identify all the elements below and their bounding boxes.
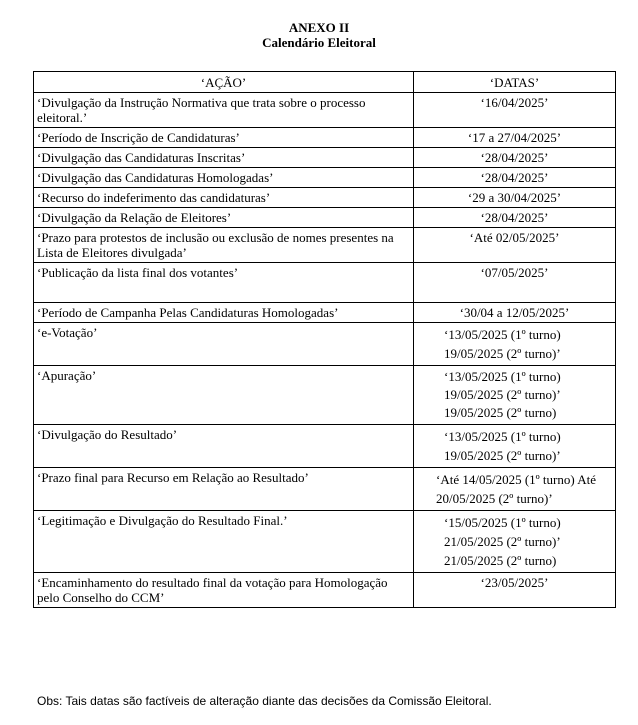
table-row — [34, 511, 616, 573]
datas-cell: ‘17 a 27/04/2025’ — [414, 128, 616, 148]
table-row — [34, 188, 616, 208]
table-row — [34, 263, 616, 303]
datas-cell: ‘30/04 a 12/05/2025’ — [414, 303, 616, 323]
acao-cell: ‘Prazo final para Recurso em Relação ao Resultado’ — [34, 468, 414, 511]
observation-note: Obs: Tais datas são factíveis de alteração diante das decisões da Comissão Eleitoral. — [37, 694, 492, 708]
acao-cell: ‘Período de Inscrição de Candidaturas’ — [34, 128, 414, 148]
datas-cell: ‘16/04/2025’ — [414, 93, 616, 128]
datas-cell: ‘13/05/2025 (1º turno) 19/05/2025 (2º turno)’ — [414, 425, 616, 468]
acao-cell: ‘Encaminhamento do resultado final da votação para Homologação pelo Conselho do CCM’ — [34, 573, 414, 608]
datas-cell: ‘28/04/2025’ — [414, 168, 616, 188]
acao-cell: ‘Legitimação e Divulgação do Resultado Final.’ — [34, 511, 414, 573]
datas-cell: ‘13/05/2025 (1º turno) 19/05/2025 (2º turno)’ — [414, 323, 616, 366]
table-row — [34, 228, 616, 263]
table-row — [34, 573, 616, 608]
table-row — [34, 468, 616, 511]
table-row — [34, 93, 616, 128]
datas-cell: ‘15/05/2025 (1º turno) 21/05/2025 (2º turno)’ 21/05/2025 (2º turno) — [414, 511, 616, 573]
calendar-table — [33, 71, 616, 608]
title-block — [0, 20, 638, 50]
acao-cell: ‘Prazo para protestos de inclusão ou exclusão de nomes presentes na Lista de Eleitores divulgada’ — [34, 228, 414, 263]
datas-cell: ‘29 a 30/04/2025’ — [414, 188, 616, 208]
calendar-subtitle: Calendário Eleitoral — [262, 35, 376, 50]
acao-cell: ‘Apuração’ — [34, 366, 414, 425]
table-row — [34, 128, 616, 148]
table-row — [34, 425, 616, 468]
acao-cell: ‘Publicação da lista final dos votantes’ — [34, 263, 414, 303]
acao-cell: ‘Divulgação da Relação de Eleitores’ — [34, 208, 414, 228]
datas-cell: ‘28/04/2025’ — [414, 208, 616, 228]
datas-cell: ‘13/05/2025 (1º turno) 19/05/2025 (2º turno)’ 19/05/2025 (2º turno) — [414, 366, 616, 425]
annex-title: ANEXO II — [288, 20, 350, 35]
table-row — [34, 303, 616, 323]
acao-cell: ‘e-Votação’ — [34, 323, 414, 366]
datas-cell: ‘07/05/2025’ — [414, 263, 616, 303]
acao-cell: ‘Divulgação das Candidaturas Inscritas’ — [34, 148, 414, 168]
datas-cell: ‘Até 14/05/2025 (1º turno) Até 20/05/2025 (2º turno)’ — [414, 468, 616, 511]
table-row — [34, 366, 616, 425]
table-row — [34, 208, 616, 228]
acao-cell: ‘Divulgação do Resultado’ — [34, 425, 414, 468]
acao-cell: ‘Divulgação das Candidaturas Homologadas’ — [34, 168, 414, 188]
table-row — [34, 323, 616, 366]
datas-cell: ‘Até 02/05/2025’ — [414, 228, 616, 263]
table-header-row — [34, 72, 616, 93]
table-row — [34, 168, 616, 188]
acao-cell: ‘Divulgação da Instrução Normativa que trata sobre o processo eleitoral.’ — [34, 93, 414, 128]
acao-cell: ‘Período de Campanha Pelas Candidaturas Homologadas’ — [34, 303, 414, 323]
datas-cell: ‘28/04/2025’ — [414, 148, 616, 168]
column-header-datas: ‘DATAS’ — [414, 72, 616, 93]
table-row — [34, 148, 616, 168]
acao-cell: ‘Recurso do indeferimento das candidaturas’ — [34, 188, 414, 208]
datas-cell: ‘23/05/2025’ — [414, 573, 616, 608]
column-header-acao: ‘AÇÃO’ — [34, 72, 414, 93]
